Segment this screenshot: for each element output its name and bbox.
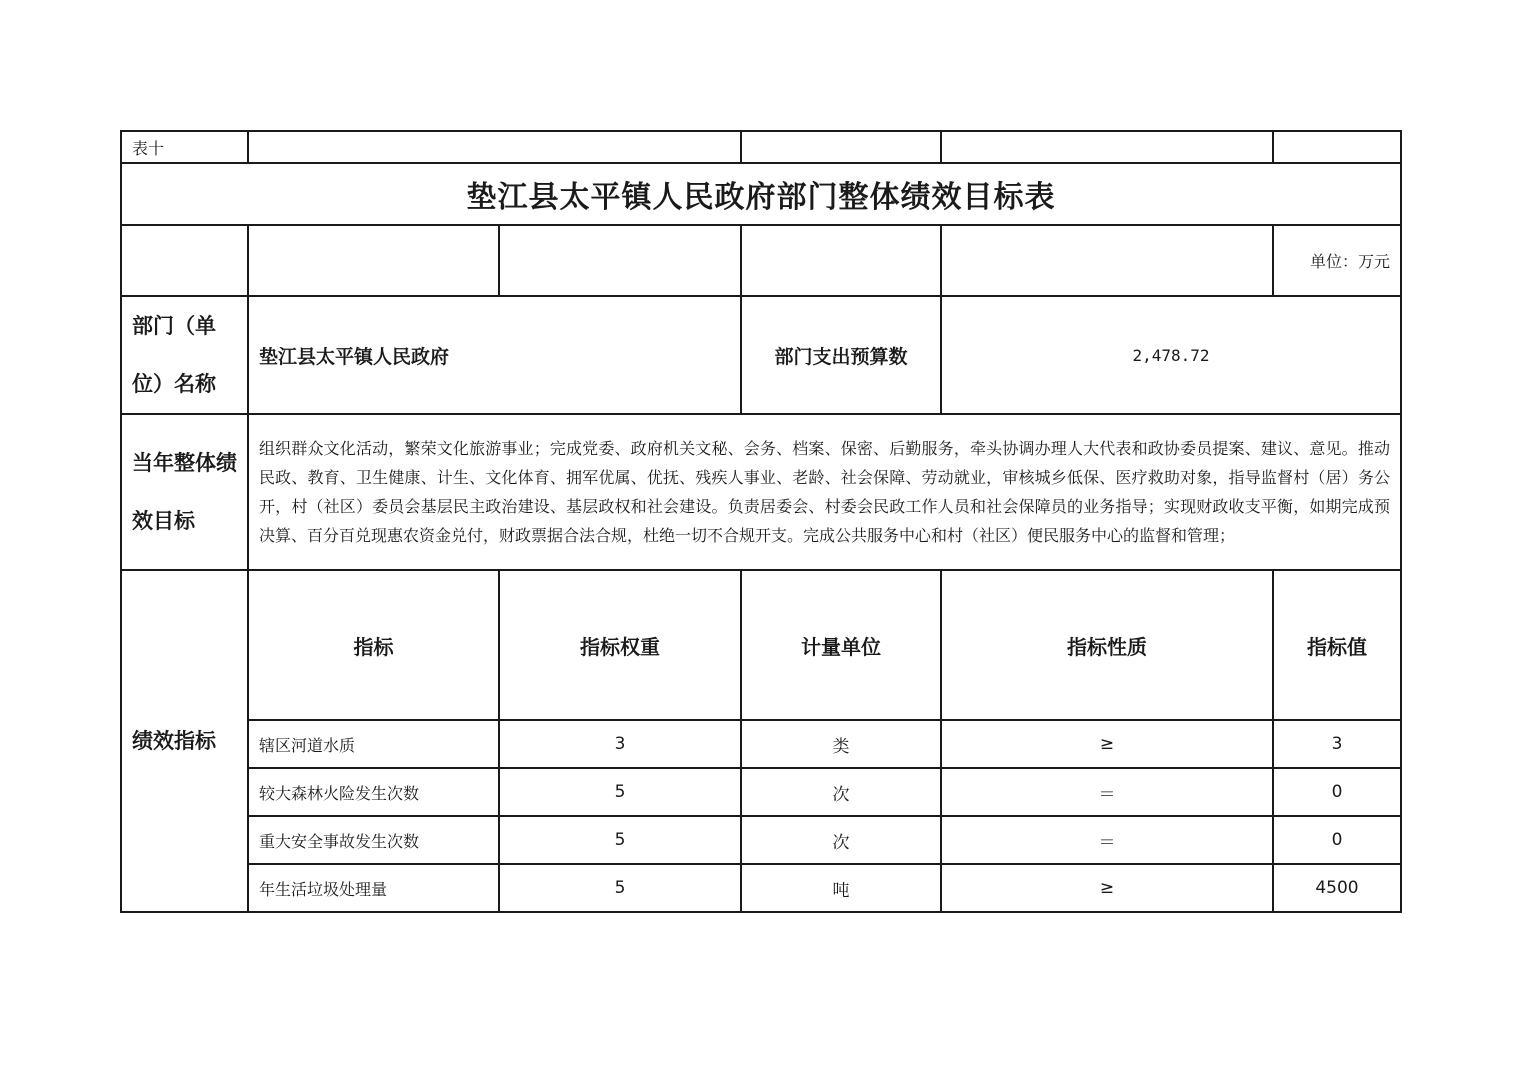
indicator-nature: ≥ [941, 720, 1273, 768]
table-tag-row [121, 131, 1401, 163]
column-header: 计量单位 [741, 570, 941, 720]
indicator-name: 年生活垃圾处理量 [248, 864, 499, 912]
indicator-value: 4500 [1273, 864, 1401, 912]
department-row [121, 296, 1401, 414]
department-label: 部门（单位）名称 [121, 296, 248, 414]
page-title: 垫江县太平镇人民政府部门整体绩效目标表 [121, 163, 1401, 225]
indicator-nature: ＝ [941, 816, 1273, 864]
indicator-name: 较大森林火险发生次数 [248, 768, 499, 816]
indicator-header-row [121, 570, 1401, 720]
indicator-name: 辖区河道水质 [248, 720, 499, 768]
indicator-weight: 5 [499, 768, 741, 816]
table-number: 表十 [121, 131, 248, 163]
column-header: 指标 [248, 570, 499, 720]
column-header: 指标权重 [499, 570, 741, 720]
unit-label: 单位：万元 [1273, 225, 1401, 296]
table-row [121, 864, 1401, 912]
indicator-weight: 5 [499, 816, 741, 864]
indicator-weight: 3 [499, 720, 741, 768]
budget-label: 部门支出预算数 [741, 296, 941, 414]
indicator-unit: 次 [741, 816, 941, 864]
column-header: 指标值 [1273, 570, 1401, 720]
department-name: 垫江县太平镇人民政府 [248, 296, 741, 414]
budget-value: 2,478.72 [941, 296, 1401, 414]
unit-row [121, 225, 1401, 296]
indicator-unit: 次 [741, 768, 941, 816]
table-row [121, 720, 1401, 768]
column-header: 指标性质 [941, 570, 1273, 720]
indicator-unit: 类 [741, 720, 941, 768]
indicator-value: 0 [1273, 768, 1401, 816]
goal-label: 当年整体绩效目标 [121, 414, 248, 570]
indicator-name: 重大安全事故发生次数 [248, 816, 499, 864]
table-row [121, 816, 1401, 864]
indicator-value: 0 [1273, 816, 1401, 864]
indicators-label: 绩效指标 [121, 570, 248, 912]
goal-row [121, 414, 1401, 570]
goal-text: 组织群众文化活动，繁荣文化旅游事业；完成党委、政府机关文秘、会务、档案、保密、后勤服务，牵头协调办理人大代表和政协委员提案、建议、意见。推动民政、教育、卫生健康、计生、文化体育、拥军优属、优抚、残疾人事业、老龄、社会保障、劳动就业，审核城乡低保、医疗救助对象，指导监督村（居）务公开，村（社区）委员会基层民主政治建设、基层政权和社会建设。负责居委会、村委会民政工作人员和社会保障员的业务指导；实现财政收支平衡，如期完成预决算、百分百兑现惠农资金兑付，财政票据合法合规，杜绝一切不合规开支。完成公共服务中心和村（社区）便民服务中心的监督和管理； [248, 414, 1401, 570]
table-row [121, 768, 1401, 816]
title-row [121, 163, 1401, 225]
performance-target-table [120, 130, 1402, 913]
indicator-nature: ≥ [941, 864, 1273, 912]
indicator-value: 3 [1273, 720, 1401, 768]
indicator-nature: ＝ [941, 768, 1273, 816]
indicator-weight: 5 [499, 864, 741, 912]
indicator-unit: 吨 [741, 864, 941, 912]
